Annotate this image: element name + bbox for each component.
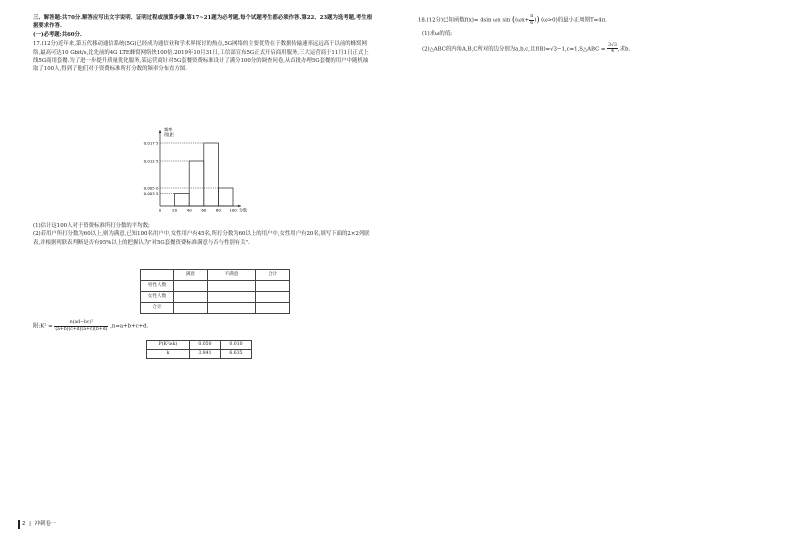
k-squared-formula bbox=[33, 320, 148, 332]
q18-pi: π bbox=[530, 14, 534, 20]
table-row-label: 合计 bbox=[141, 303, 174, 314]
ktable-cell: 3.841 bbox=[189, 350, 220, 359]
y-axis-label: 频率 bbox=[164, 127, 173, 132]
x-tick-label: 100 bbox=[229, 207, 237, 213]
q17-part2: (2)若用户所打分数为60以上,则为满意,已知100名用户中,女性用户有45名,所打分数为60以上的用户中,女性用户有20名,填写下面的2×2列联表,并根据列联表判断是否有95%以上的把握认为"对5G套餐资费标准满意与否与性别有关". bbox=[33, 231, 370, 246]
histogram-bar bbox=[175, 193, 190, 206]
q18-area-den: 4 bbox=[611, 49, 614, 55]
table-cell bbox=[207, 281, 256, 292]
formula-fraction bbox=[54, 320, 108, 332]
y-axis-arrow bbox=[159, 130, 162, 133]
table-cell bbox=[256, 303, 290, 314]
x-axis-label: 分数 bbox=[239, 207, 247, 213]
footer-label: 冲刺卷一 bbox=[34, 521, 57, 527]
page-number: 2 bbox=[22, 521, 26, 527]
ktable-cell: 0.050 bbox=[189, 341, 220, 350]
q18-area-fraction bbox=[607, 43, 618, 55]
q18-part2-b: ,求b. bbox=[617, 46, 631, 53]
table-header: 合计 bbox=[256, 270, 290, 281]
q18-part2-a: (2)△ABC的内角A,B,C所对的边分别为a,b,c,且f(B)=√3−1,c=1,S△ABC = bbox=[422, 46, 606, 53]
ktable-cell: k bbox=[147, 350, 190, 359]
table-cell bbox=[256, 292, 290, 303]
critical-value-table bbox=[146, 340, 252, 359]
histogram-bar bbox=[218, 188, 233, 206]
section-required: (一)必考题:共60分. bbox=[33, 31, 82, 38]
x-tick-label: 0 bbox=[158, 207, 162, 213]
q17-parts bbox=[33, 222, 373, 247]
table-cell bbox=[174, 303, 208, 314]
q18-paren-close: ) bbox=[536, 15, 540, 24]
q18-part2 bbox=[422, 43, 758, 55]
y-axis-label: /组距 bbox=[164, 132, 174, 137]
table-cell bbox=[207, 303, 256, 314]
formula-numerator: n(ad−bc)² bbox=[54, 320, 108, 327]
ktable-cell: 0.010 bbox=[220, 341, 251, 350]
histogram-bar bbox=[204, 143, 219, 206]
table-row-label: 女性人数 bbox=[141, 292, 174, 303]
frequency-histogram bbox=[135, 122, 255, 217]
formula-suffix: ,n=a+b+c+d. bbox=[110, 323, 149, 330]
table-header: 满意 bbox=[174, 270, 208, 281]
q18-close: ) bbox=[534, 17, 537, 24]
section-title: 三、解答题:共70分.解答应写出文字说明、证明过程或演算步骤.第17~21题为必考题,每个试题考生都必须作答.第22、23题为选考题,考生根据要求作答. bbox=[33, 15, 373, 30]
q17-stem: 17.(12分)近年来,第五代移动通信系统(5G)已经成为通信业和学术界探讨的热点,5G网络的主要优势在于数据传输速率远远高于以前的蜂窝网络,最高可达10 Gbit/s,比先前的4G LTE蜂窝网络快100倍.2019年10月31日,工信部宣布5G正式开启商用服务,三大运营商于11月1日正式上线5G商用套餐.为了进一步提升质量优化服务,某运营商针对5G套餐资费标准设计了满分100分的调查问卷,从首批办理5G套餐的用户中随机抽取了100人,得到了他们对于资费标准所打分数的频率分布直方图. bbox=[33, 41, 369, 73]
contingency-table bbox=[140, 269, 290, 314]
histogram-bar bbox=[189, 161, 204, 206]
y-tick-label: 0.005 0 bbox=[143, 185, 159, 191]
y-tick-label: 0.003 5 bbox=[143, 190, 159, 196]
table-row-label: 男性人数 bbox=[141, 281, 174, 292]
table-header: 不满意 bbox=[207, 270, 256, 281]
formula-denominator: (a+b)(c+d)(a+c)(b+d) bbox=[55, 326, 108, 332]
x-tick-label: 60 bbox=[201, 207, 207, 213]
x-tick-label: 20 bbox=[172, 207, 178, 213]
q18-paren-open: ( bbox=[512, 15, 516, 24]
x-tick-label: 40 bbox=[186, 207, 192, 213]
right-column bbox=[418, 14, 758, 55]
footer-divider bbox=[18, 520, 20, 529]
q18-part1: (1)求ω的值; bbox=[422, 31, 453, 38]
table-cell bbox=[207, 292, 256, 303]
y-tick-label: 0.017 5 bbox=[143, 140, 159, 146]
q18-stem-b: (ω>0)的最小正周期T=4π. bbox=[541, 17, 607, 24]
q18-stem bbox=[418, 14, 758, 26]
table-header bbox=[141, 270, 174, 281]
ktable-cell: P(K²≥k) bbox=[147, 341, 190, 350]
left-column bbox=[33, 14, 373, 74]
q17-part1: (1)估计这100人对于资费标准所打分数的平均数; bbox=[33, 223, 150, 229]
x-tick-label: 80 bbox=[215, 207, 221, 213]
q18-paren: (ωx+ bbox=[515, 17, 530, 24]
y-tick-label: 0.012 5 bbox=[143, 158, 159, 164]
table-cell bbox=[256, 281, 290, 292]
q18-six: 6 bbox=[530, 20, 534, 26]
table-cell bbox=[174, 281, 208, 292]
q18-stem-a: 18.(12分)已知函数f(x)= 4sin ωx sin bbox=[418, 17, 511, 24]
ktable-cell: 6.635 bbox=[220, 350, 251, 359]
page-footer: 2 | 冲刺卷一 bbox=[22, 521, 57, 527]
table-cell bbox=[174, 292, 208, 303]
q18-area-num: 3√3 bbox=[608, 42, 617, 48]
formula-prefix: 附:K² = bbox=[33, 323, 53, 330]
